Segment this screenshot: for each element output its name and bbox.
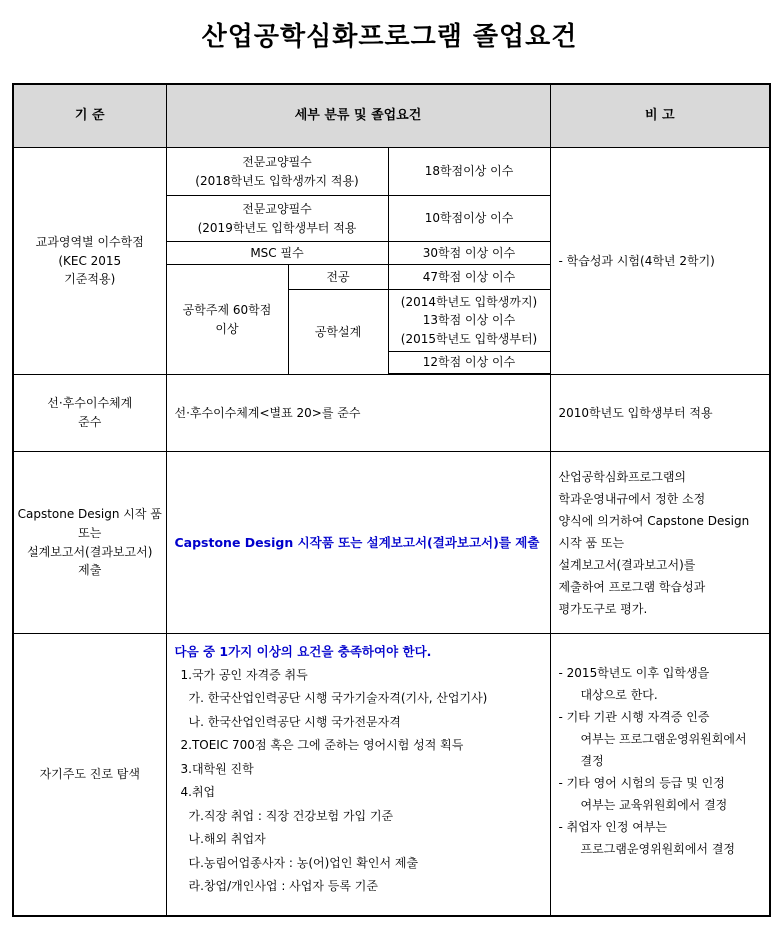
- capstone-remark: 산업공학심화프로그램의 학과운영내규에서 정한 소정 양식에 의거하여 Capstone Design 시작 품 또는 설계보고서(결과보고서)를 제출하여 프로그램 학습성과 평가도구로 평가.: [550, 452, 770, 634]
- list-item: 1.국가 공인 자격증 취득: [180, 667, 308, 682]
- criteria-capstone: Capstone Design 시작 품 또는 설계보고서(결과보고서) 제출: [13, 452, 166, 634]
- criteria-prerequisite: 선·후수이수체계 준수: [13, 375, 166, 452]
- list-item: 가. 한국산업인력공단 시행 국가기술자격(기사, 산업기사): [188, 691, 488, 705]
- design-credits-a: (2014학년도 입학생까지) 13학점 이상 이수 (2015학년도 입학생부터): [388, 290, 550, 352]
- design-label: 공학설계: [288, 290, 388, 375]
- header-criteria: 기 준: [13, 84, 166, 148]
- header-detail: 세부 분류 및 졸업요건: [166, 84, 550, 148]
- general-required-2019: 전문교양필수 (2019학년도 입학생부터 적용: [166, 196, 388, 242]
- list-item: 3.대학원 진학: [180, 761, 254, 776]
- major-credits: 47학점 이상 이수: [388, 265, 550, 290]
- table-row: [13, 148, 770, 196]
- list-item: 가.직장 취업 : 직장 건강보험 가입 기준: [188, 808, 394, 823]
- capstone-detail: Capstone Design 시작품 또는 설계보고서(결과보고서)를 제출: [166, 452, 550, 634]
- criteria-credits: 교과영역별 이수학점 (KEC 2015 기준적용): [13, 148, 166, 375]
- engineering-topic: 공학주제 60학점 이상: [166, 265, 288, 375]
- career-remark: - 2015학년도 이후 입학생을 대상으로 한다. - 기타 기관 시행 자격증 인증 여부는 프로그램운영위원회에서 결정 - 기타 영어 시험의 등급 및 인정 여부는 교육위원회에서 결정 - 취업자 인정 여부는 프로그램운영위원회에서 결정: [550, 634, 770, 916]
- credits-remark: - 학습성과 시험(4학년 2학기): [550, 148, 770, 375]
- table-row: [13, 375, 770, 452]
- list-item: 라.창업/개인사업 : 사업자 등록 기준: [188, 879, 378, 893]
- list-item: 다.농림어업종사자 : 농(어)업인 확인서 제출: [188, 855, 419, 870]
- list-item: 2.TOEIC 700점 혹은 그에 준하는 영어시험 성적 획득: [180, 738, 464, 752]
- list-item: 4.취업: [180, 785, 216, 799]
- general-required-2019-credits: 10학점이상 이수: [388, 196, 550, 242]
- header-remarks: 비 고: [550, 84, 770, 148]
- design-credits-b: 12학점 이상 이수: [388, 352, 550, 374]
- career-heading: 다음 중 1가지 이상의 요건을 충족하여야 한다.: [174, 644, 432, 659]
- msc-required: MSC 필수: [166, 242, 388, 265]
- msc-required-credits: 30학점 이상 이수: [388, 242, 550, 265]
- prerequisite-detail: 선·후수이수체계<별표 20>를 준수: [166, 375, 550, 452]
- major-label: 전공: [288, 265, 388, 290]
- prerequisite-remark: 2010학년도 입학생부터 적용: [550, 375, 770, 452]
- page-title: 산업공학심화프로그램 졸업요건: [201, 22, 578, 52]
- career-detail: [166, 634, 550, 916]
- header-row: [13, 84, 770, 148]
- general-required-2018: 전문교양필수 (2018학년도 입학생까지 적용): [166, 148, 388, 196]
- list-item: 나. 한국산업인력공단 시행 국가전문자격: [188, 714, 401, 729]
- list-item: 나.해외 취업자: [188, 832, 266, 846]
- criteria-career: 자기주도 진로 탐색: [13, 634, 166, 916]
- graduation-requirements-table: [12, 83, 771, 917]
- table-row: [13, 452, 770, 634]
- table-row: [13, 634, 770, 916]
- general-required-2018-credits: 18학점이상 이수: [388, 148, 550, 196]
